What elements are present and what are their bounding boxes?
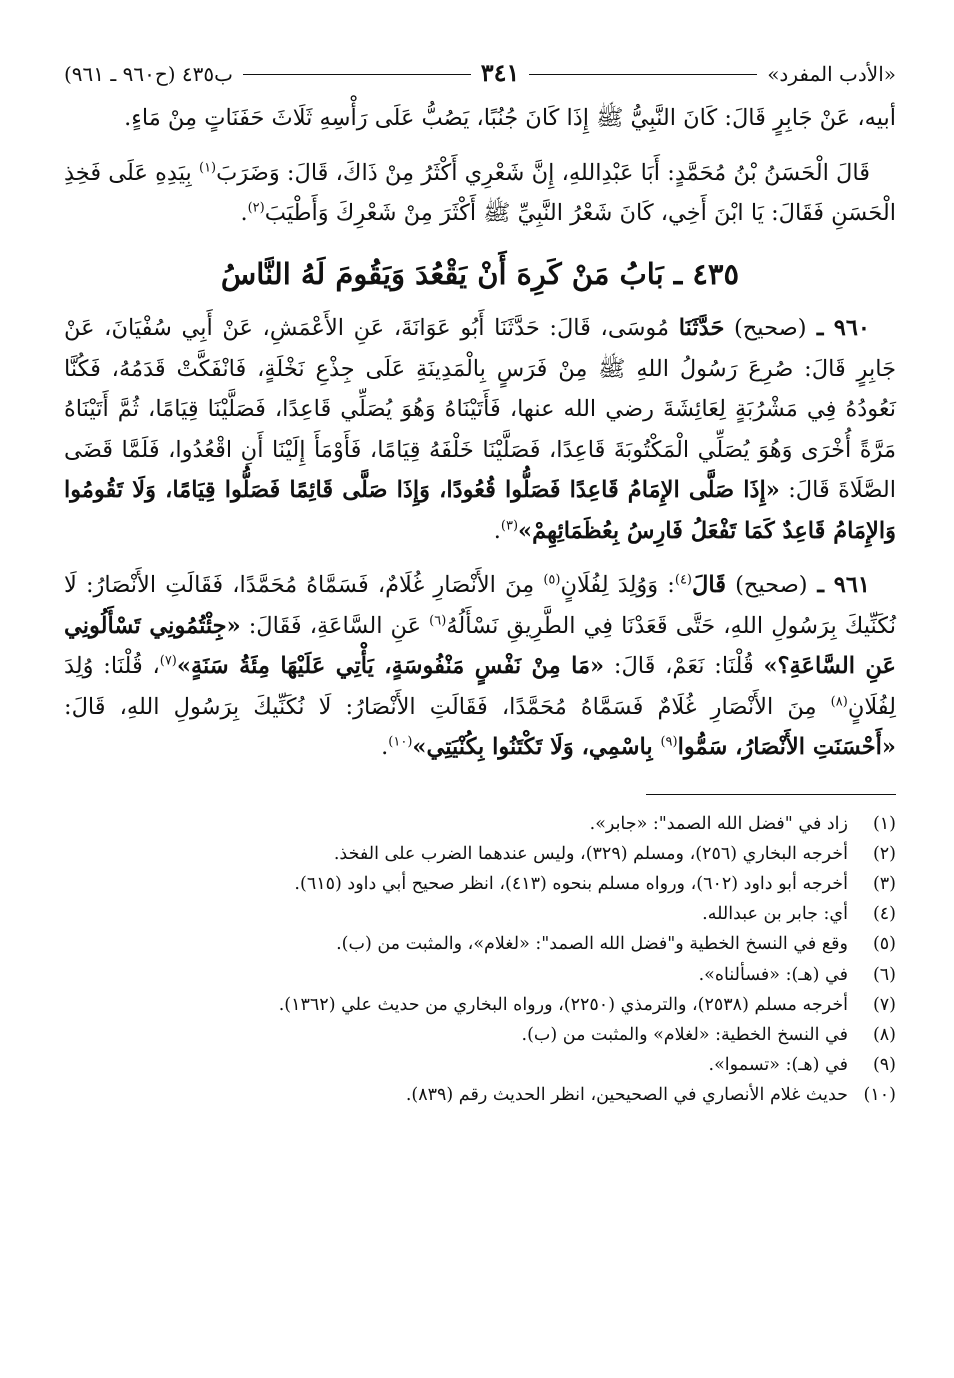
header-rule: [529, 74, 757, 75]
footnote-number: (١٠): [863, 1085, 896, 1106]
text-run: .: [381, 734, 389, 760]
hadith-grade: (صحيح): [725, 572, 808, 598]
text-run: مُوسَى، قَالَ: حَدَّثَنَا أَبُو عَوَانَةَ، عَنِ الأَعْمَشِ، عَنْ أَبِي سُفْيَانَ، عَنْ جَابِرٍ قَالَ: صُرِعَ رَسُولُ اللهِ ﷺ مِنْ فَرَسٍ بِالْمَدِينَةِ عَلَى جِذْعِ نَخْلَةٍ، فَانْفَكَّتْ قَدَمُهُ، فَكُنَّا نَعُودُهُ فِي مَشْرُبَةٍ لِعَائِشَةَ رضي الله عنها، فَأَتَيْنَاهُ وَهُوَ يُصَلِّي قَاعِدًا، فَصَلَّيْنَا قِيَامًا، ثُمَّ أَتَيْنَاهُ مَرَّةً أُخْرَى وَهُوَ يُصَلِّي الْمَكْتُوبَةَ قَاعِدًا، فَصَلَّيْنَا خَلْفَهُ قِيَامًا، فَأَوْمَأَ إِلَيْنَا أَنِ اقْعُدُوا، فَلَمَّا قَضَى الصَّلَاةَ قَالَ:: [64, 315, 896, 503]
footnote-text: أي: جابر بن عبدالله.: [702, 904, 848, 925]
hadith-lead: حَدَّثَنَا: [678, 315, 725, 341]
intro-paragraph-2: [64, 153, 896, 234]
footnote-text: وقع في النسخ الخطية و"فضل الله الصمد": «لغلام»، والمثبت من (ب).: [336, 934, 848, 955]
text-run: بِيَدِهِ عَلَى فَخِذِ الْحَسَنِ فَقَالَ: يَا ابْنَ أَخِي، كَانَ شَعْرُ النَّبِيِّ ﷺ أَكْثَرَ مِنْ شَعْرِكَ وَأَطْيَبَ: [64, 159, 896, 226]
footnote-number: (٣): [872, 873, 896, 894]
hadith-lead: قَالَ: [692, 572, 726, 598]
prophetic-quote: «أَحْسَنَتِ الأَنْصَارُ، سَمُّوا: [677, 734, 896, 760]
page-number: ٣٤١: [480, 58, 520, 87]
footnote-number: (١): [872, 813, 896, 834]
footnote-text: أخرجه مسلم (٢٥٣٨)، والترمذي (٢٢٥٠)، ورواه البخاري من حديث علي (١٣٦٢).: [278, 994, 848, 1015]
book-title: «الأدب المفرد»: [767, 62, 896, 86]
header-rule: [243, 74, 471, 75]
hadith-960: [64, 308, 896, 551]
footnote-item: [64, 1050, 896, 1080]
footnote-text: زاد في "فضل الله الصمد": «جابر».: [589, 813, 848, 834]
prophetic-quote: «مَا مِنْ نَفْسٍ مَنْفُوسَةٍ، يَأْتِي عَلَيْهَا مِئَةُ سَنَةٍ»: [176, 653, 605, 679]
footnote-number: (٦): [872, 964, 896, 985]
section-heading: ٤٣٥ ـ بَابُ مَنْ كَرِهَ أَنْ يَقْعُدَ وَيَقُومَ لَهُ النَّاسُ: [220, 256, 740, 291]
intro-paragraph-1: أبيه، عَنْ جَابِرٍ قَالَ: كَانَ النَّبِيُّ ﷺ إِذَا كَانَ جُنُبًا، يَصُبُّ عَلَى رَأْسِهِ ثَلَاثَ حَفَنَاتٍ مِنْ مَاءٍ.: [124, 105, 896, 131]
footnote-item: [64, 1080, 896, 1110]
footnote-item: [64, 809, 896, 839]
footnote-text: حديث غلام الأنصاري في الصحيحين، انظر الحديث رقم (٨٣٩).: [405, 1085, 848, 1106]
footnote-ref: (٤): [674, 572, 692, 588]
footnote-ref: (٣): [500, 518, 519, 533]
footnote-ref: (٥): [543, 572, 561, 588]
footnote-item: [64, 869, 896, 899]
footnote-ref: (٩): [660, 734, 678, 750]
footnote-ref: (٦): [429, 613, 447, 628]
chapter-reference: ب٤٣٥ (ح٩٦٠ ـ ٩٦١): [63, 62, 233, 86]
text-run: : وَوُلِدَ لِفُلَانٍ: [560, 572, 675, 598]
footnote-number: (٥): [872, 934, 896, 955]
text-run: عَنِ السَّاعَةِ، فَقَالَ:: [240, 612, 430, 639]
footnote-item: [64, 929, 896, 959]
footnote-text: في النسخ الخطية: «لغلام» والمثبت من (ب).: [521, 1024, 848, 1045]
footnote-ref: (٢): [247, 200, 265, 216]
text-run: قُلْنَا: نَعَمْ، قَالَ:: [604, 653, 764, 679]
footnote-ref: (١٠): [388, 734, 413, 750]
page-header: [64, 58, 896, 98]
prophetic-quote: «جِئْتُمُونِي تَسْأَلُونِي عَنِ السَّاعَةِ؟»: [64, 612, 896, 679]
text-run: .: [240, 200, 248, 226]
footnote-item: [64, 960, 896, 990]
footnote-item: [64, 839, 896, 869]
footnotes: [64, 809, 896, 1111]
document-page: [64, 58, 896, 1348]
main-text: [64, 98, 896, 768]
footnote-ref: (١): [198, 160, 217, 175]
footnote-number: (٧): [872, 994, 896, 1015]
footnote-item: [64, 1020, 896, 1050]
footnote-separator: [646, 794, 896, 795]
text-run: قَالَ الْحَسَنُ بْنُ مُحَمَّدٍ: أَبَا عَبْدِاللهِ، إِنَّ شَعْرِي أَكْثَرُ مِنْ ذَاكَ، قَالَ: وَضَرَبَ: [216, 159, 871, 186]
hadith-grade: (صحيح): [724, 315, 807, 341]
footnote-number: (٤): [872, 904, 896, 925]
footnote-text: أخرجه البخاري (٢٥٦)، ومسلم (٣٢٩)، وليس عندهما الضرب على الفخذ.: [333, 843, 848, 864]
prophetic-quote: «إِذَا صَلَّى الإِمَامُ قَاعِدًا فَصَلُّوا قُعُودًا، وَإِذَا صَلَّى قَائِمًا فَصَلُّوا قِيَامًا، وَلَا تَقُومُوا وَالإِمَامُ قَاعِدٌ كَمَا تَفْعَلُ فَارِسُ بِعُظَمَائِهِمْ»: [64, 477, 896, 544]
text-run: مِنَ الأَنْصَارِ غُلَامٌ فَسَمَّاهُ مُحَمَّدًا، فَقَالَتِ الأَنْصَارُ: لَا نُكَنِّيكَ بِرَسُولِ اللهِ، قَالَ:: [64, 693, 831, 720]
footnote-text: أخرجه أبو داود (٦٠٢)، ورواه مسلم بنحوه (٤١٣)، انظر صحيح أبي داود (٦١٥).: [294, 873, 848, 894]
footnote-number: (٨): [872, 1024, 896, 1045]
footnote-ref: (٨): [830, 694, 848, 709]
footnote-item: [64, 990, 896, 1020]
hadith-961: [64, 565, 896, 768]
footnote-text: في (هـ): «تسموا».: [708, 1055, 848, 1076]
prophetic-quote: بِاسْمِي، وَلَا تَكْتَنُوا بِكُنْيَتِي»: [412, 734, 661, 760]
footnote-ref: (٧): [159, 653, 177, 669]
text-run: مِنَ الأَنْصَارِ غُلَامٌ، فَسَمَّاهُ مُحَمَّدًا، فَقَالَتِ الأَنْصَارُ: لَا نُكَنِّيكَ بِرَسُولِ اللهِ، حَتَّى قَعَدْنَا فِي الطَّرِيقِ نَسْأَلُهُ: [64, 572, 896, 639]
footnote-text: في (هـ): «فسألناه».: [698, 964, 848, 985]
hadith-number: ٩٦٠ ـ: [806, 315, 870, 341]
footnote-item: [64, 899, 896, 929]
footnote-number: (٢): [872, 843, 896, 864]
footnote-number: (٩): [872, 1055, 896, 1076]
hadith-number: ٩٦١ ـ: [807, 572, 871, 598]
text-run: .: [493, 517, 501, 544]
text-run: ، قُلْنَا: وُلِدَ لِفُلَانٍ: [64, 653, 896, 720]
